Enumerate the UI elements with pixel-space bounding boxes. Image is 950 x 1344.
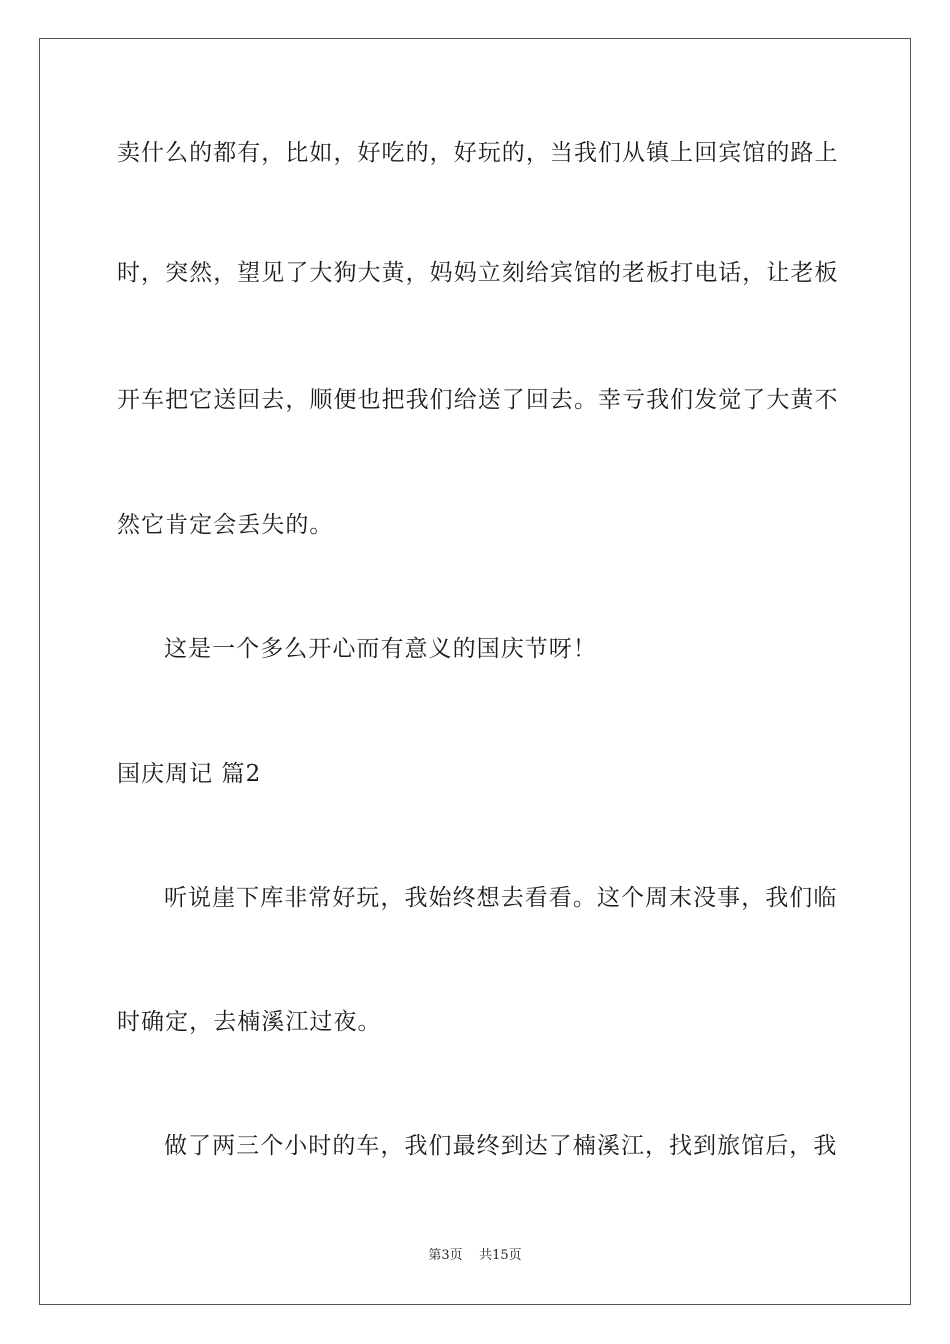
page-border [39,38,911,1305]
body-text-line: 时，突然，望见了大狗大黄，妈妈立刻给宾馆的老板打电话，让老板 [117,260,839,286]
body-text-line: 卖什么的都有，比如，好吃的，好玩的，当我们从镇上回宾馆的路上 [117,140,839,166]
page-number: 第3页 [428,1248,463,1263]
body-text-line: 听说崖下库非常好玩，我始终想去看看。这个周末没事，我们临 [164,885,838,911]
body-text-line: 开车把它送回去，顺便也把我们给送了回去。幸亏我们发觉了大黄不 [117,387,839,413]
body-text-line: 时确定，去楠溪江过夜。 [117,1009,382,1035]
section-heading: 国庆周记 篇2 [117,761,262,787]
body-text-line: 这是一个多么开心而有意义的国庆节呀！ [164,636,597,662]
page-footer [0,1247,950,1265]
body-text-line: 然它肯定会丢失的。 [117,512,334,538]
page-total: 共15页 [479,1248,522,1263]
body-text-line: 做了两三个小时的车，我们最终到达了楠溪江，找到旅馆后，我 [164,1133,838,1159]
